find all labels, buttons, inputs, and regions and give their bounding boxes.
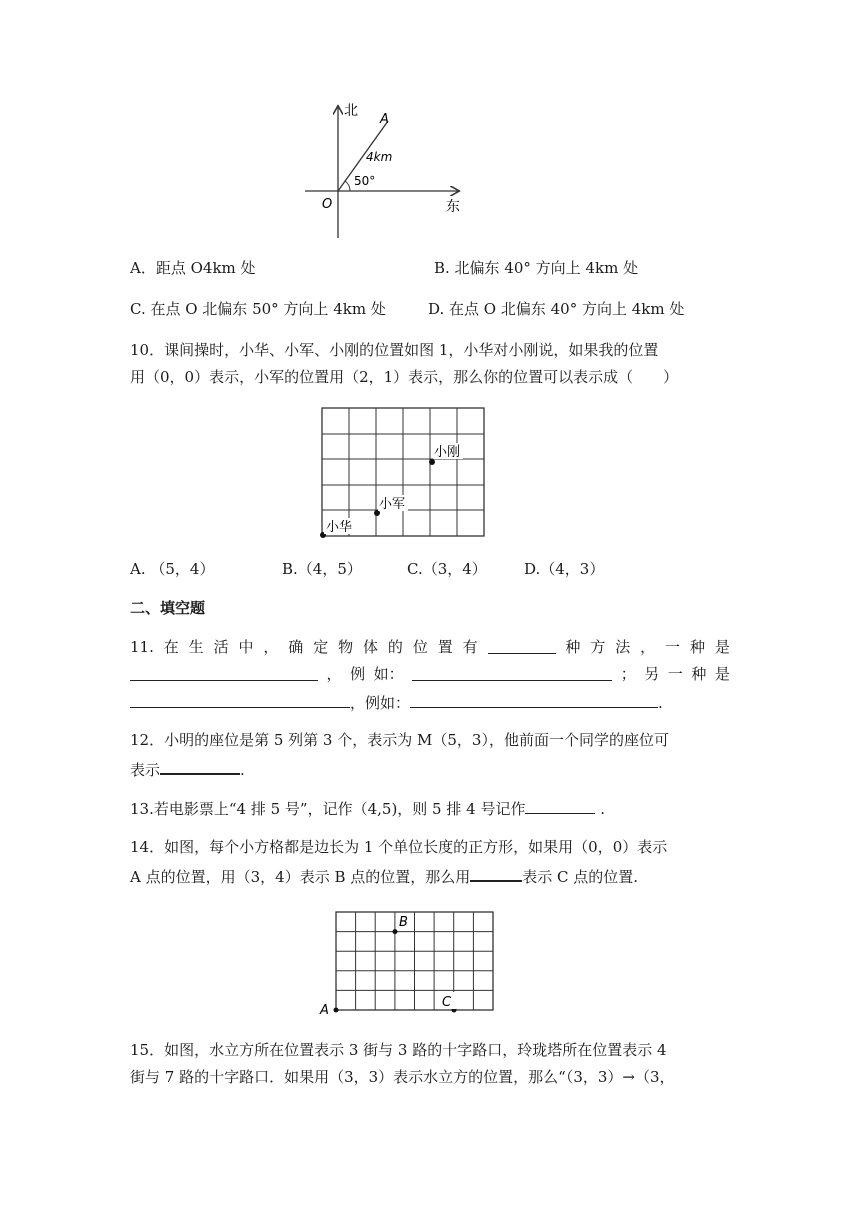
q9-option-a: A．距点 O4km 处 <box>130 259 256 277</box>
point-b-label: B <box>399 915 408 930</box>
q12-blank[interactable] <box>160 757 240 775</box>
q11-t: 一 <box>667 665 683 683</box>
q11-t: 活 <box>213 638 229 656</box>
point-a-label: A <box>320 1003 329 1018</box>
q11-blank-3[interactable] <box>412 664 612 681</box>
q11-t: ； <box>620 665 636 683</box>
q9-option-b: B. 北偏东 40° 方向上 4km 处 <box>434 259 639 277</box>
q11-blank-4[interactable] <box>130 691 350 708</box>
q10-line1: 10．课间操时，小华、小军、小刚的位置如图 1，小华对小刚说，如果我的位置 <box>130 341 659 359</box>
q11-line2 <box>130 664 730 684</box>
q11-t: 11. <box>130 638 154 656</box>
q11-line1 <box>130 637 730 657</box>
q11-t: 位 <box>412 638 428 656</box>
q14-blank[interactable] <box>470 864 522 882</box>
angle-arc <box>345 181 350 191</box>
q9-option-c: C. 在点 O 北偏东 50° 方向上 4km 处 <box>130 300 386 318</box>
q11-t: ， <box>640 638 656 656</box>
q11-t: 是 <box>714 665 730 683</box>
section-title: 二、填空题 <box>130 599 206 617</box>
distance-label: 4km <box>366 150 393 164</box>
q10-option-a: A. （5，4） <box>130 560 215 578</box>
q9-option-d: D. 在点 O 北偏东 40° 方向上 4km 处 <box>428 300 685 318</box>
q11-t: ， <box>263 638 279 656</box>
q11-t: . <box>658 694 663 712</box>
q13-blank[interactable] <box>525 797 595 814</box>
q11-t: 定 <box>313 638 329 656</box>
q12-line2 <box>130 757 245 780</box>
q11-t: 物 <box>338 638 354 656</box>
q10-option-c: C.（3，4） <box>407 560 487 578</box>
origin-label: O <box>322 197 333 212</box>
q10-option-d: D.（4，3） <box>524 560 605 578</box>
q11-t: 方 <box>590 638 606 656</box>
q12-t: 表示 <box>130 761 161 779</box>
q13-line <box>130 797 605 819</box>
q11-blank-2[interactable] <box>130 664 318 681</box>
q11-t: 确 <box>288 638 304 656</box>
q11-line3 <box>130 691 663 713</box>
q10-option-b: B.（4，5） <box>282 560 362 578</box>
q11-t: 体 <box>363 638 379 656</box>
angle-label: 50° <box>354 174 376 188</box>
q12-t: . <box>240 761 245 779</box>
north-label: 北 <box>344 103 358 119</box>
direction-figure <box>300 95 470 245</box>
q11-t: 在 <box>163 638 179 656</box>
q11-t: 法 <box>615 638 631 656</box>
q11-blank-5[interactable] <box>410 691 658 708</box>
q13-t: 13.若电影票上“4 排 5 号”，记作（4,5)，则 5 <box>130 800 442 818</box>
grid-figure-q10 <box>318 404 490 544</box>
q13-t: 排 4 号记作 <box>441 800 526 818</box>
grid-figure-q14 <box>318 908 498 1018</box>
q11-t: 一 <box>665 638 681 656</box>
q11-t: 如： <box>373 665 404 683</box>
q14-t: A 点的位置，用（3，4）表示 B 点的位置，那么用 <box>130 868 471 886</box>
q14-line1: 14．如图，每个小方格都是边长为 1 个单位长度的正方形，如果用（0，0）表示 <box>130 838 668 856</box>
q11-t: 另 <box>644 665 660 683</box>
q10-line2: 用（0，0）表示，小军的位置用（2，1）表示，那么你的位置可以表示成（ ） <box>130 368 679 386</box>
q11-t: 种 <box>689 638 705 656</box>
q11-t: 是 <box>714 638 730 656</box>
point-c-label: C <box>442 995 452 1010</box>
q11-t: 生 <box>188 638 204 656</box>
q11-t: ， <box>326 665 342 683</box>
xiaojun-label: 小军 <box>379 497 406 512</box>
xiaohua-label: 小华 <box>326 520 353 535</box>
q11-t: 有 <box>462 638 478 656</box>
q15-line1: 15．如图，水立方所在位置表示 3 街与 3 路的十字路口，玲珑塔所在位置表示 4 <box>130 1041 667 1059</box>
q12-line1: 12．小明的座位是第 5 列第 3 个，表示为 M（5，3），他前面一个同学的座位可 <box>130 731 669 749</box>
xiaogang-label: 小刚 <box>434 445 461 460</box>
q11-t: 的 <box>387 638 403 656</box>
q11-t: ，例如： <box>350 694 411 712</box>
point-b <box>393 929 398 934</box>
q11-t: 中 <box>238 638 254 656</box>
point-a <box>334 1008 339 1013</box>
q11-t: 种 <box>565 638 581 656</box>
q15-line2: 街与 7 路的十字路口．如果用（3，3）表示水立方的位置，那么“（3，3）→（3， <box>130 1068 675 1086</box>
q11-t: 种 <box>691 665 707 683</box>
q13-t: . <box>595 800 606 818</box>
q14-line2 <box>130 864 638 887</box>
q11-t: 置 <box>437 638 453 656</box>
q14-t: 表示 C 点的位置. <box>522 868 639 886</box>
east-label: 东 <box>446 199 460 215</box>
q11-blank-1[interactable] <box>488 637 556 654</box>
q11-t: 例 <box>350 665 366 683</box>
point-a-label: A <box>380 112 389 127</box>
